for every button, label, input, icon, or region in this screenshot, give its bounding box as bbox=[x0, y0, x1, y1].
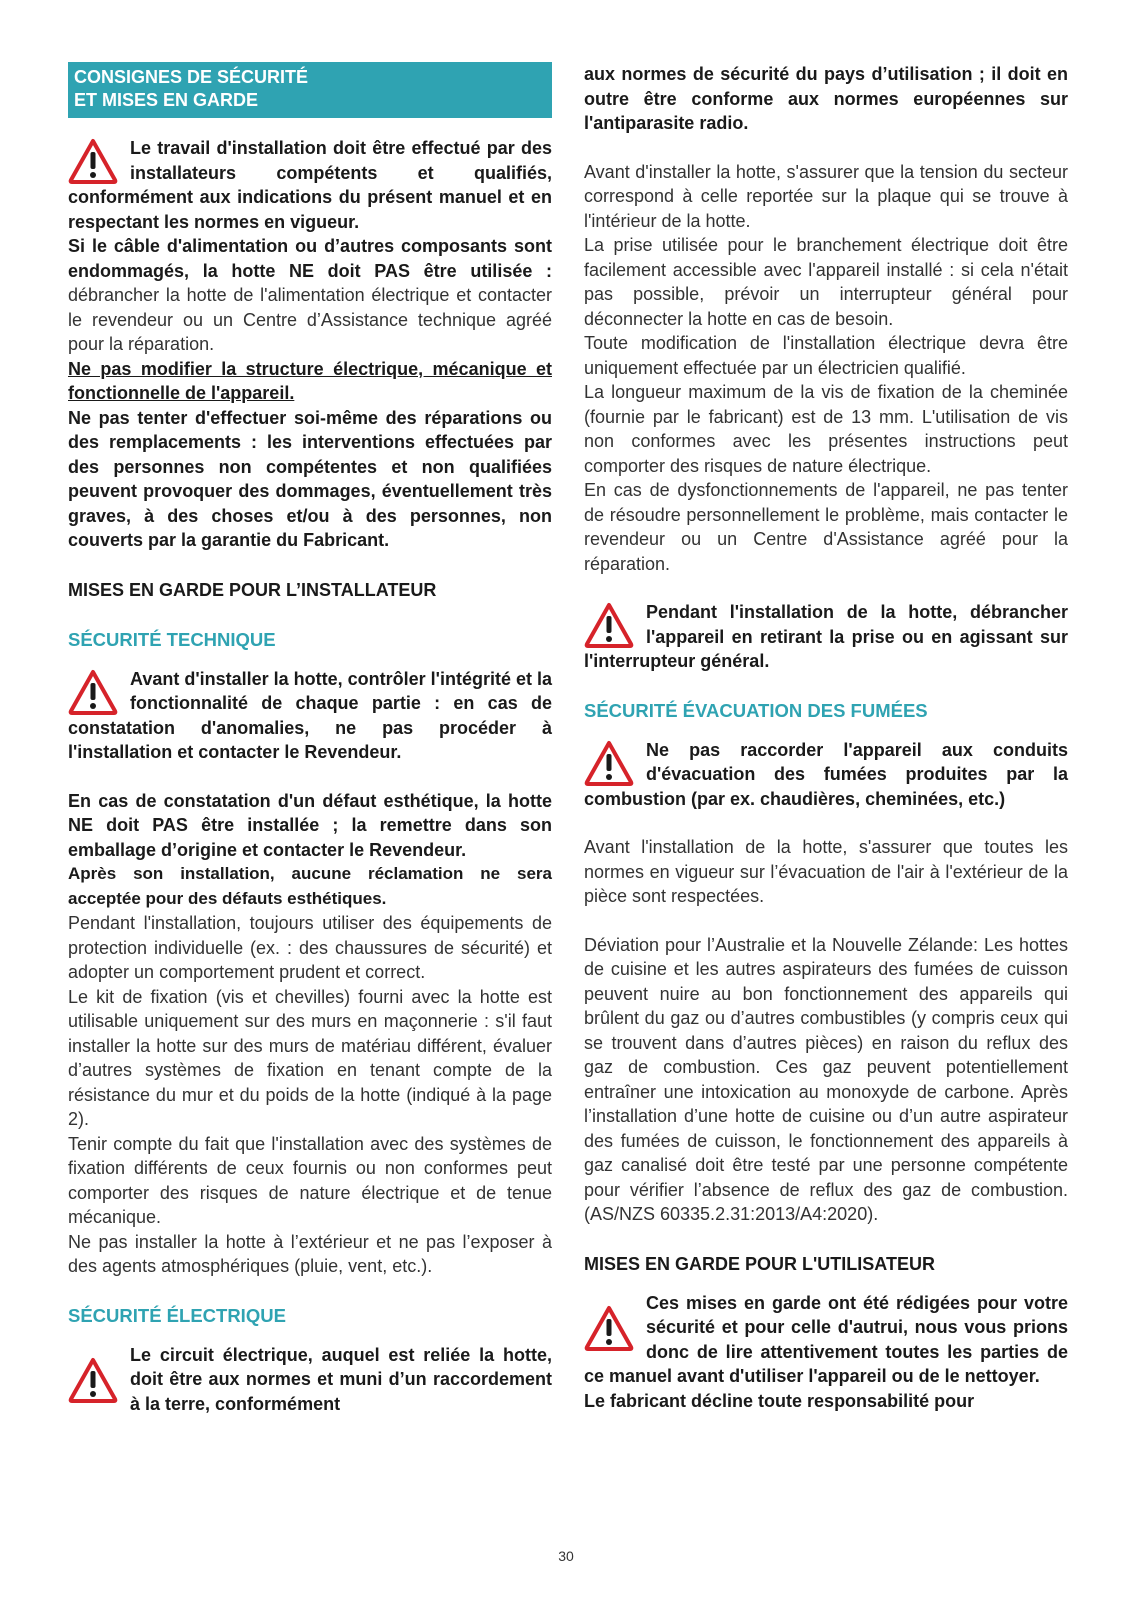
right-column bbox=[584, 62, 1068, 1413]
voltage-paragraph: Avant d'installer la hotte, s'assurer que la tension du secteur correspond à celle reportée sur la plaque qui se trouve à l'intérieur de la hotte. bbox=[584, 161, 1068, 231]
left-column bbox=[68, 62, 552, 1416]
warning-triangle-icon bbox=[584, 602, 634, 648]
no-modify-paragraph: Ne pas modifier la structure électrique, mécanique et fonctionnelle de l'appareil. bbox=[68, 358, 552, 403]
warning-triangle-icon bbox=[68, 138, 118, 184]
aesthetic-defect-paragraph: En cas de constatation d'un défaut esthétique, la hotte NE doit PAS être installée ; la remettre dans son emballage d’origine et contacter le Revendeur. bbox=[68, 790, 552, 860]
warning-text: Le circuit électrique, auquel est reliée la hotte, doit être aux normes et muni d’un raccordement à la terre, conformément bbox=[130, 1344, 552, 1414]
warning-triangle-icon bbox=[68, 1357, 118, 1403]
warning-integrity bbox=[68, 667, 552, 765]
warning-read-manual bbox=[584, 1291, 1068, 1389]
fixing-kit-paragraph: Le kit de fixation (vis et chevilles) fourni avec la hotte est utilisable uniquement sur des murs en maçonnerie : s'il faut installer la hotte sur des murs de matériau différent, évaluer d’autres systèmes de fixation en tenant compte de la résistance du mur et du poids de la hotte (indiqué à la page 2). bbox=[68, 986, 552, 1129]
damaged-cable-bold: Si le câble d'alimentation ou d’autres composants sont endommagés, la hotte NE doit PAS être utilisée : bbox=[68, 236, 552, 281]
page-number: 30 bbox=[558, 1548, 574, 1564]
socket-paragraph: La prise utilisée pour le branchement électrique doit être facilement accessible avec l'appareil installé : si cela n'était pas possible, prévoir un interrupteur général pour déconnecter la hotte en cas de besoin. bbox=[584, 235, 1068, 329]
user-heading: MISES EN GARDE POUR L'UTILISATEUR bbox=[584, 1253, 935, 1274]
installer-heading: MISES EN GARDE POUR L’INSTALLATEUR bbox=[68, 579, 437, 600]
electrician-paragraph: Toute modification de l'installation électrique devra être uniquement effectuée par un électricien qualifié. bbox=[584, 333, 1068, 378]
eu-norms-paragraph: aux normes de sécurité du pays d’utilisation ; il doit en outre être conforme aux normes européennes sur l'antiparasite radio. bbox=[584, 64, 1068, 133]
electrical-safety-heading: SÉCURITÉ ÉLECTRIQUE bbox=[68, 1304, 286, 1326]
outdoor-paragraph: Ne pas installer la hotte à l’extérieur et ne pas l’exposer à des agents atmosphériques (pluie, vent, etc.). bbox=[68, 1231, 552, 1276]
warning-triangle-icon bbox=[68, 669, 118, 715]
screw-length-paragraph: La longueur maximum de la vis de fixation de la cheminée (fournie par le fabricant) est de 13 mm. L'utilisation de vis non conformes avec les présentes instructions peut comporter des risques de nature électrique. bbox=[584, 382, 1068, 476]
warning-flue bbox=[584, 738, 1068, 812]
technical-safety-heading: SÉCURITÉ TECHNIQUE bbox=[68, 628, 276, 650]
australia-paragraph: Déviation pour l’Australie et la Nouvelle Zélande: Les hottes de cuisine et les autres aspirateurs des fumées de cuisson peuvent nuire au bon fonctionnement des appareils qui brûlent du gaz ou d’autres combustibles (y compris ceux qui se trouvent dans d’autres pièces) en raison du reflux des gaz de combustion. Ces gaz peuvent potentiellement entraîner une intoxication au monoxyde de carbone. Après l’installation d’une hotte de cuisine ou d’un autre aspirateur des fumées de cuisson, le fonctionnement des appareils à gaz canalisé doit être testé par une personne compétente pour vérifier l’absence de reflux des gaz de combustion. (AS/NZS 60335.2.31:2013/A4:2020). bbox=[584, 934, 1068, 1224]
section-banner bbox=[68, 62, 552, 118]
banner-line-2: ET MISES EN GARDE bbox=[74, 90, 259, 110]
ppe-paragraph: Pendant l'installation, toujours utiliser des équipements de protection individuelle (ex. : des chaussures de sécurité) et adopter un comportement prudent et correct. bbox=[68, 913, 552, 982]
warning-triangle-icon bbox=[584, 740, 634, 786]
warning-circuit bbox=[68, 1343, 552, 1417]
no-claim-paragraph: Après son installation, aucune réclamation ne sera acceptée pour des défauts esthétiques. bbox=[68, 864, 552, 908]
fumes-safety-heading: SÉCURITÉ ÉVACUATION DES FUMÉES bbox=[584, 699, 928, 721]
warning-text: Ne pas raccorder l'appareil aux conduits d'évacuation des fumées produites par la combustion (par ex. chaudières, cheminées, etc.) bbox=[584, 739, 1068, 809]
fixing-systems-paragraph: Tenir compte du fait que l'installation avec des systèmes de fixation différents de ceux fournis ou non conformes peut comporter des risques de nature électrique et de tenue mécanique. bbox=[68, 1133, 552, 1227]
liability-paragraph: Le fabricant décline toute responsabilité pour bbox=[584, 1390, 975, 1411]
damaged-cable-paragraph bbox=[68, 234, 552, 357]
warning-installers bbox=[68, 136, 552, 234]
damaged-cable-text: débrancher la hotte de l'alimentation électrique et contacter le revendeur ou un Centre d’Assistance technique agréé pour la réparation. bbox=[68, 285, 552, 354]
warning-text: Le travail d'installation doit être effectué par des installateurs compétents et qualifiés, conformément aux indications du présent manuel et en respectant les normes en vigueur. bbox=[68, 138, 552, 232]
warning-unplug bbox=[584, 600, 1068, 674]
air-evacuation-paragraph: Avant l'installation de la hotte, s'assurer que toutes les normes en vigueur sur l’évacuation de l'air à l'extérieur de la pièce sont respectées. bbox=[584, 837, 1068, 906]
warning-text: Avant d'installer la hotte, contrôler l'intégrité et la fonctionnalité de chaque partie : en cas de constatation d'anomalies, ne pas procéder à l'installation et contacter le Revendeur. bbox=[68, 668, 552, 762]
warning-triangle-icon bbox=[584, 1305, 634, 1351]
malfunction-paragraph: En cas de dysfonctionnements de l'appareil, ne pas tenter de résoudre personnellement le problème, mais contacter le revendeur ou un Centre d'Assistance agréé pour la réparation. bbox=[584, 480, 1068, 574]
no-repair-paragraph: Ne pas tenter d'effectuer soi-même des réparations ou des remplacements : les interventions effectuées par des personnes non compétentes et non qualifiées peuvent provoquer des dommages, éventuellement très graves, à des choses et/ou à des personnes, non couverts par la garantie du Fabricant. bbox=[68, 407, 552, 550]
banner-line-1: CONSIGNES DE SÉCURITÉ bbox=[74, 67, 309, 87]
warning-text: Pendant l'installation de la hotte, débrancher l'appareil en retirant la prise ou en agissant sur l'interrupteur général. bbox=[584, 602, 1068, 671]
warning-text: Ces mises en garde ont été rédigées pour votre sécurité et pour celle d'autrui, nous vous prions donc de lire attentivement toutes les parties de ce manuel avant d'utiliser l'appareil ou de le nettoyer. bbox=[584, 1292, 1068, 1386]
